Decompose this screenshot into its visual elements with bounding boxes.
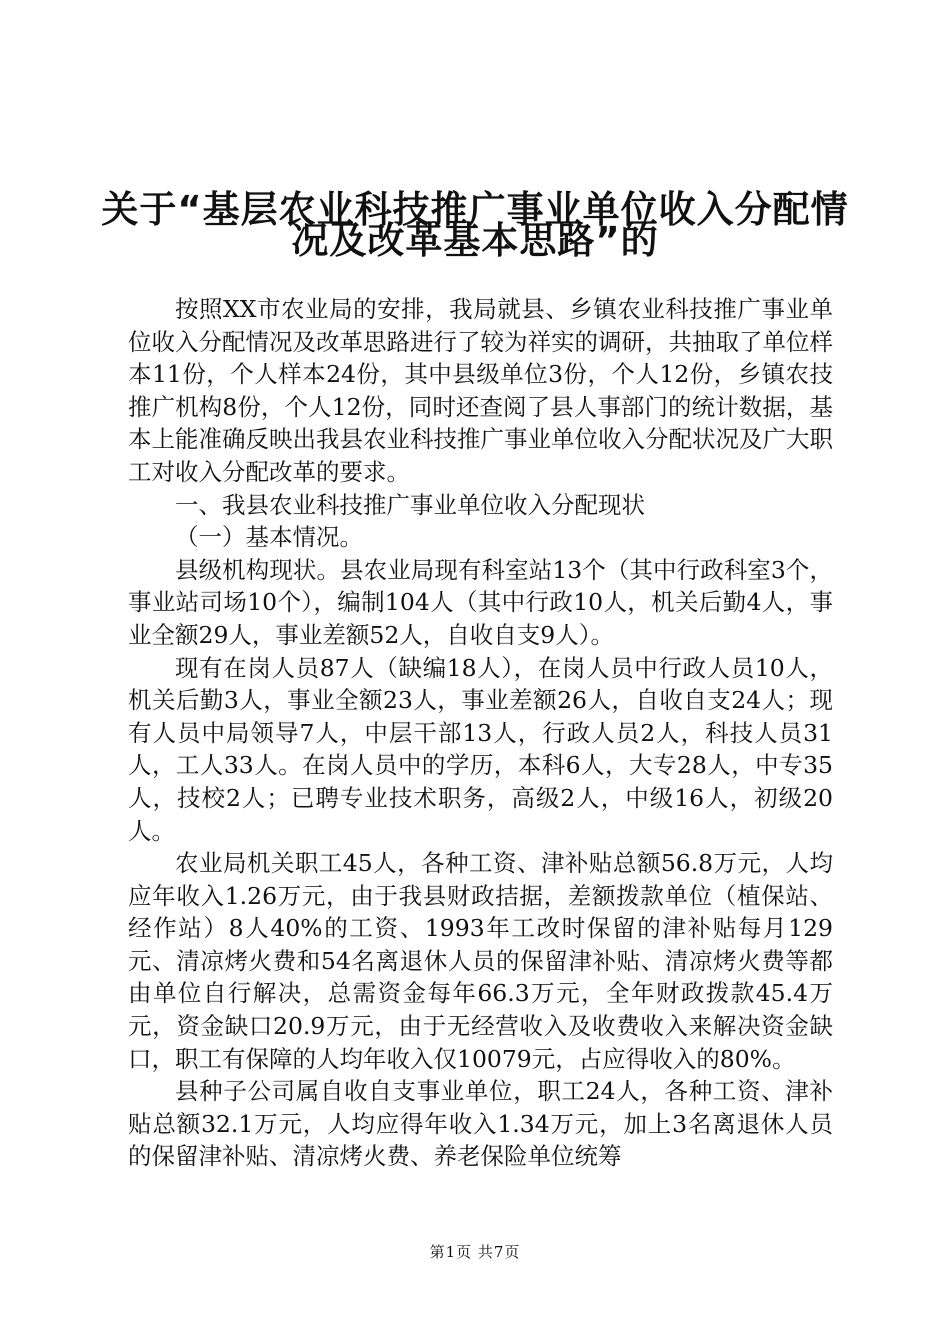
paragraph-staff: 现有在岗人员87人（缺编18人），在岗人员中行政人员10人，机关后勤3人，事业全额23人，事业差额26人，自收自支24人；现有人员中局领导7人，中层干部13人，行政人员2人，科技人员31人，工人33人。在岗人员中的学历，本科6人，大专28人，中专35人，技校2人；已聘专业技术职务，高级2人，中级16人，初级20人。 [128, 653, 833, 845]
paragraph-county-agencies: 县级机构现状。县农业局现有科室站13个（其中行政科室3个，事业站司场10个），编制104人（其中行政10人，机关后勤4人，事业全额29人，事业差额52人，自收自支9人）。 [128, 555, 833, 649]
page-footer: 第1页 共7页 [429, 1243, 521, 1261]
paragraph-seed-company: 县种子公司属自收自支事业单位，职工24人，各种工资、津补贴总额32.1万元，人均应得年收入1.34万元，加上3名离退休人员的保留津补贴、清凉烤火费、养老保险单位统筹 [128, 1077, 833, 1171]
document-title-line-1: 关于“基层农业科技推广事业单位收入分配情 [101, 188, 849, 231]
section-heading-1: 一、我县农业科技推广事业单位收入分配现状 [175, 490, 645, 519]
subsection-heading-1: （一）基本情况。 [175, 523, 363, 552]
document-body [128, 293, 833, 1173]
document-title-line-2: 况及改革基本思路”的 [291, 219, 659, 262]
paragraph-intro: 按照XX市农业局的安排，我局就县、乡镇农业科技推广事业单位收入分配情况及改革思路进行了较为祥实的调研，共抽取了单位样本11份，个人样本24份，其中县级单位3份，个人12份，乡镇农技推广机构8份，个人12份，同时还查阅了县人事部门的统计数据，基本上能准确反映出我县农业科技推广事业单位收入分配状况及广大职工对收入分配改革的要求。 [128, 295, 833, 486]
paragraph-bureau-income: 农业局机关职工45人，各种工资、津补贴总额56.8万元，人均应年收入1.26万元，由于我县财政拮据，差额拨款单位（植保站、经作站）8人40%的工资、1993年工改时保留的津补贴每月129元、清凉烤火费和54名离退休人员的保留津补贴、清凉烤火费等都由单位自行解决，总需资金每年66.3万元，全年财政拨款45.4万元，资金缺口20.9万元，由于无经营收入及收费收入来解决资金缺口，职工有保障的人均年收入仅10079元，占应得收入的80%。 [128, 849, 833, 1073]
